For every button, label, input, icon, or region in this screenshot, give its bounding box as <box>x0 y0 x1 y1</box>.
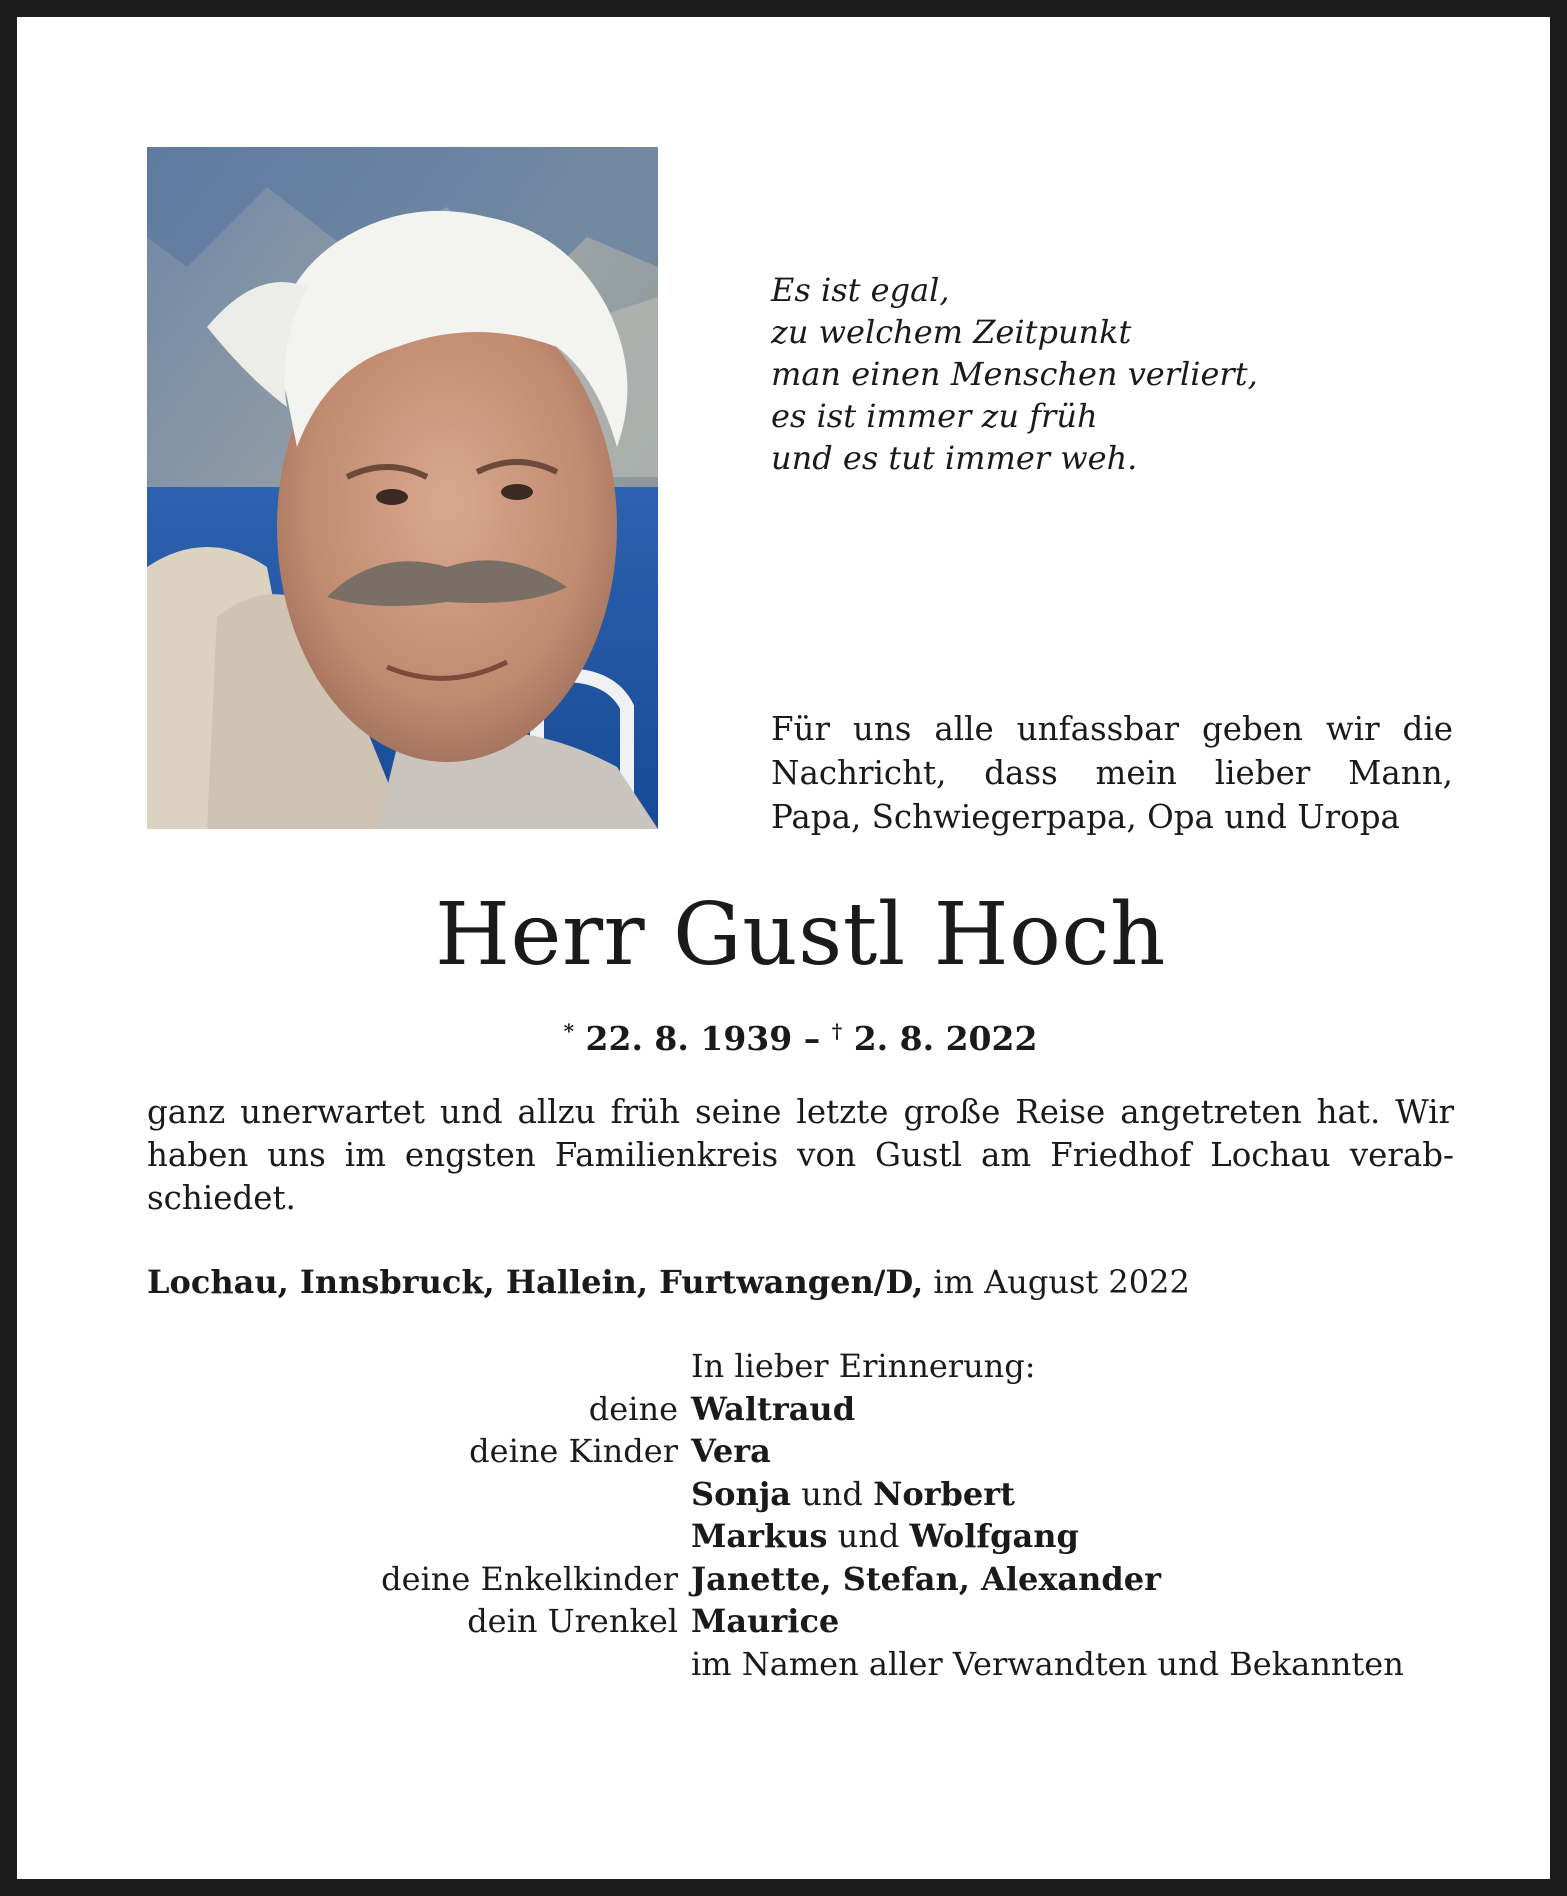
signature-relation: deine Kinder <box>469 1432 678 1470</box>
intro-line: Für uns alle unfassbar geben wir die <box>771 710 1453 748</box>
body-line: schiedet. <box>147 1179 296 1217</box>
poem-line: es ist immer zu früh <box>771 397 1098 435</box>
death-symbol: † <box>831 1019 843 1043</box>
body-line: haben uns im engsten Familienkreis von Gustl am Friedhof Lochau verab- <box>147 1136 1454 1174</box>
birth-symbol: * <box>563 1019 575 1043</box>
life-dates <box>17 1009 1567 1061</box>
poem-line: man einen Menschen verliert, <box>771 355 1258 393</box>
body-line: ganz unerwartet und allzu früh seine letzte große Reise angetreten hat. Wir <box>147 1093 1454 1131</box>
signature-heading-row <box>147 1345 1457 1388</box>
signature-name: Markus <box>691 1517 828 1555</box>
intro-line: Papa, Schwiegerpapa, Opa und Uropa <box>771 798 1400 836</box>
poem <box>771 269 1391 479</box>
signature-name: Wolfgang <box>909 1517 1079 1555</box>
birth-date: 22. 8. 1939 <box>585 1019 793 1058</box>
signature-name: Janette, Stefan, Alexander <box>691 1559 1162 1598</box>
signatures <box>147 1345 1457 1685</box>
signature-row <box>147 1430 1457 1473</box>
poem-line: und es tut immer weh. <box>771 439 1138 477</box>
signature-row <box>147 1600 1457 1643</box>
signature-relation: deine <box>588 1389 678 1428</box>
portrait-photo <box>147 147 658 829</box>
body-text <box>147 1091 1454 1220</box>
signature-relation: dein Urenkel <box>467 1602 678 1640</box>
signature-heading: In lieber Erinnerung: <box>691 1347 1036 1385</box>
deceased-name: Herr Gustl Hoch <box>435 885 1166 985</box>
signature-name: Sonja <box>691 1474 792 1513</box>
portrait-image <box>147 147 658 829</box>
signature-name: Vera <box>691 1432 771 1470</box>
places-line <box>147 1260 1454 1304</box>
signature-closing-row <box>147 1643 1457 1686</box>
intro-line: Nachricht, dass mein lieber Mann, <box>771 754 1453 792</box>
signature-name: Maurice <box>691 1602 840 1640</box>
signature-relation: deine Enkelkinder <box>381 1559 678 1598</box>
intro-text <box>771 707 1453 839</box>
poem-line: zu welchem Zeitpunkt <box>771 313 1132 351</box>
places-locations: Lochau, Innsbruck, Hallein, Furtwangen/D, <box>147 1263 924 1301</box>
signature-name: Norbert <box>873 1474 1015 1513</box>
places-date: im August 2022 <box>933 1263 1190 1301</box>
signature-row <box>147 1388 1457 1431</box>
date-separator: – <box>803 1019 821 1058</box>
signature-name: Waltraud <box>691 1389 856 1428</box>
signature-closing: im Namen aller Verwandten und Bekannten <box>691 1644 1404 1683</box>
death-date: 2. 8. 2022 <box>853 1019 1038 1058</box>
poem-line: Es ist egal, <box>771 271 950 309</box>
signature-connector: und <box>801 1474 863 1513</box>
signature-connector: und <box>837 1517 900 1555</box>
signature-row <box>147 1515 1457 1558</box>
signature-row <box>147 1558 1457 1601</box>
signature-row <box>147 1473 1457 1516</box>
